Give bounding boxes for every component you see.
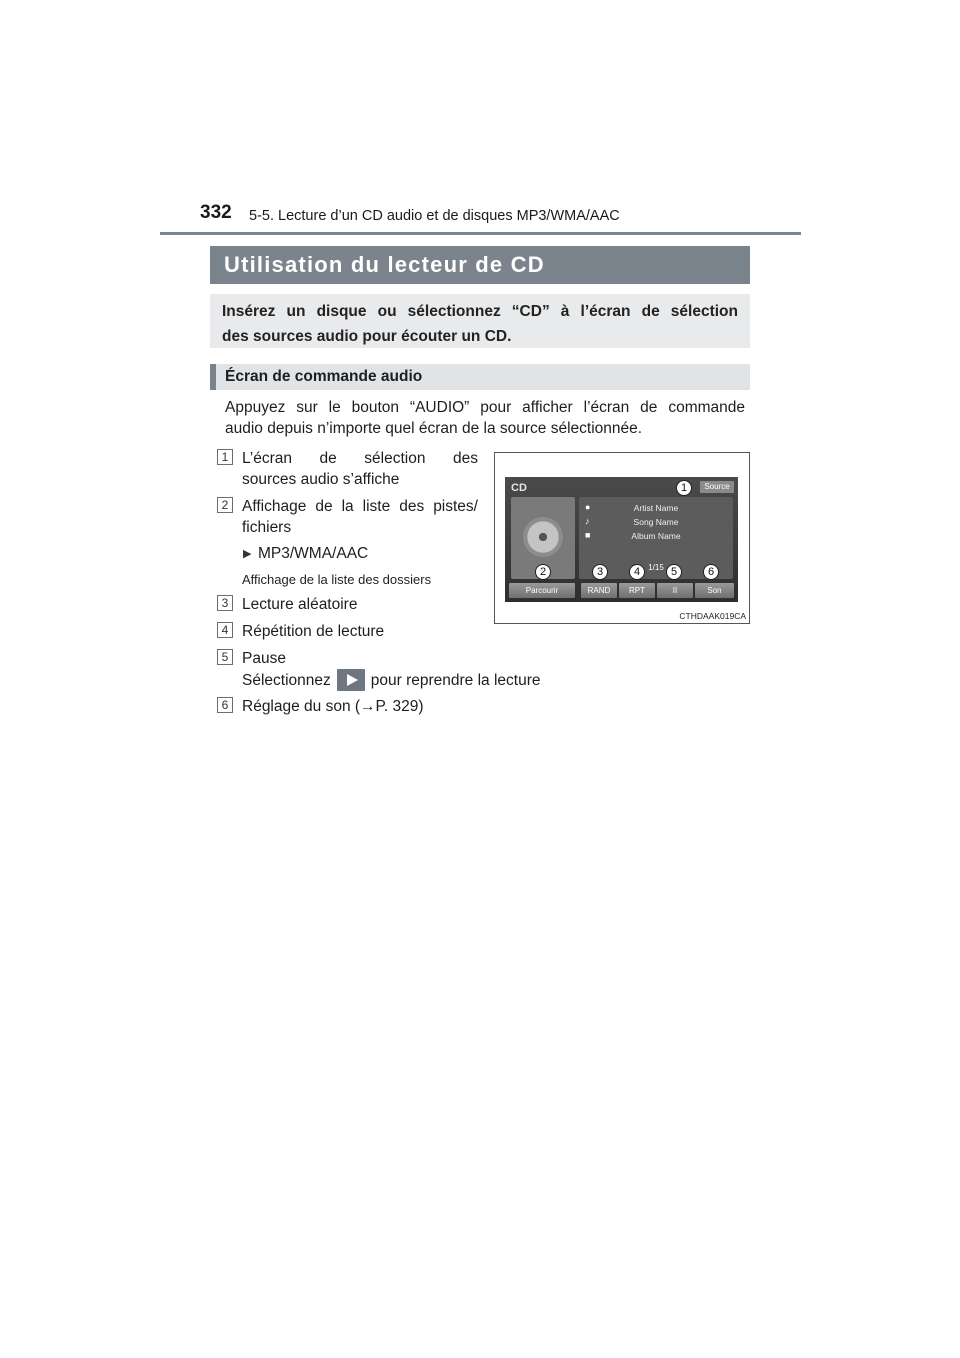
item-number-4: 4 [217,622,233,638]
item-4-text: Répétition de lecture [242,623,385,640]
item-number-5: 5 [217,649,233,665]
item-number-3: 3 [217,595,233,611]
subheading-bar [210,364,750,390]
control-bar [505,583,738,600]
audio-control-screen [505,477,738,602]
item-1-text: sources audio s’affiche [242,471,400,488]
song-name: Song Name [633,517,679,527]
item-5-text: Sélectionnez [242,671,331,689]
item-5-text: Pause [242,650,286,667]
random-button[interactable]: RAND [581,583,617,598]
callout-1: 1 [676,480,692,496]
callout-3: 3 [592,564,608,580]
screen-title: CD [511,482,527,494]
item-2-text: Affichage de la liste des pistes/ [242,498,478,515]
sound-button[interactable]: Son [695,583,734,598]
music-note-icon: ♪ [585,516,590,526]
pause-button[interactable]: II [657,583,693,598]
intro-line: Insérez un disque ou sélectionnez “CD” à l’écran de sélection [222,303,738,320]
disc-icon [523,517,563,557]
callout-4: 4 [629,564,645,580]
item-2-subtitle: MP3/WMA/AAC [258,545,369,562]
callout-5: 5 [666,564,682,580]
section-title: Utilisation du lecteur de CD [224,252,545,277]
album-name: Album Name [631,531,681,541]
paragraph-line: Appuyez sur le bouton “AUDIO” pour afficher l’écran de commande [225,399,745,416]
person-icon: ● [585,502,591,512]
browse-button[interactable]: Parcourir [509,583,575,598]
item-2-note: Affichage de la liste des dossiers [242,572,432,587]
source-button[interactable]: Source [700,481,734,493]
repeat-button[interactable]: RPT [619,583,655,598]
item-5-resume-line [242,669,541,691]
play-icon [337,669,365,691]
track-counter: 1/15 [648,563,664,572]
page-number: 332 [200,202,232,223]
item-3-text: Lecture aléatoire [242,596,358,613]
intro-box [210,294,750,348]
running-header: 5-5. Lecture d’un CD audio et de disques MP3/WMA/AAC [249,208,620,224]
artist-name: Artist Name [633,503,679,513]
item-1-text: L’écran de sélection des [242,450,478,467]
subheading-title: Écran de commande audio [225,368,423,385]
item-6-text: Réglage du son (→P. 329) [242,698,424,715]
item-number-1: 1 [217,449,233,465]
album-icon: ■ [585,530,591,540]
paragraph-line: audio depuis n’importe quel écran de la source sélectionnée. [225,420,643,437]
item-number-6: 6 [217,697,233,713]
item-2-text: fichiers [242,519,292,536]
item-5-text: pour reprendre la lecture [370,671,541,689]
callout-2: 2 [535,564,551,580]
bullet-arrow-icon: ▶ [243,548,252,560]
audio-screen-figure [494,452,750,624]
figure-code: CTHDAAK019CA [679,611,746,621]
header-rule [160,232,801,235]
intro-line: des sources audio pour écouter un CD. [222,328,512,345]
callout-6: 6 [703,564,719,580]
section-title-bar [210,246,750,284]
item-number-2: 2 [217,497,233,513]
